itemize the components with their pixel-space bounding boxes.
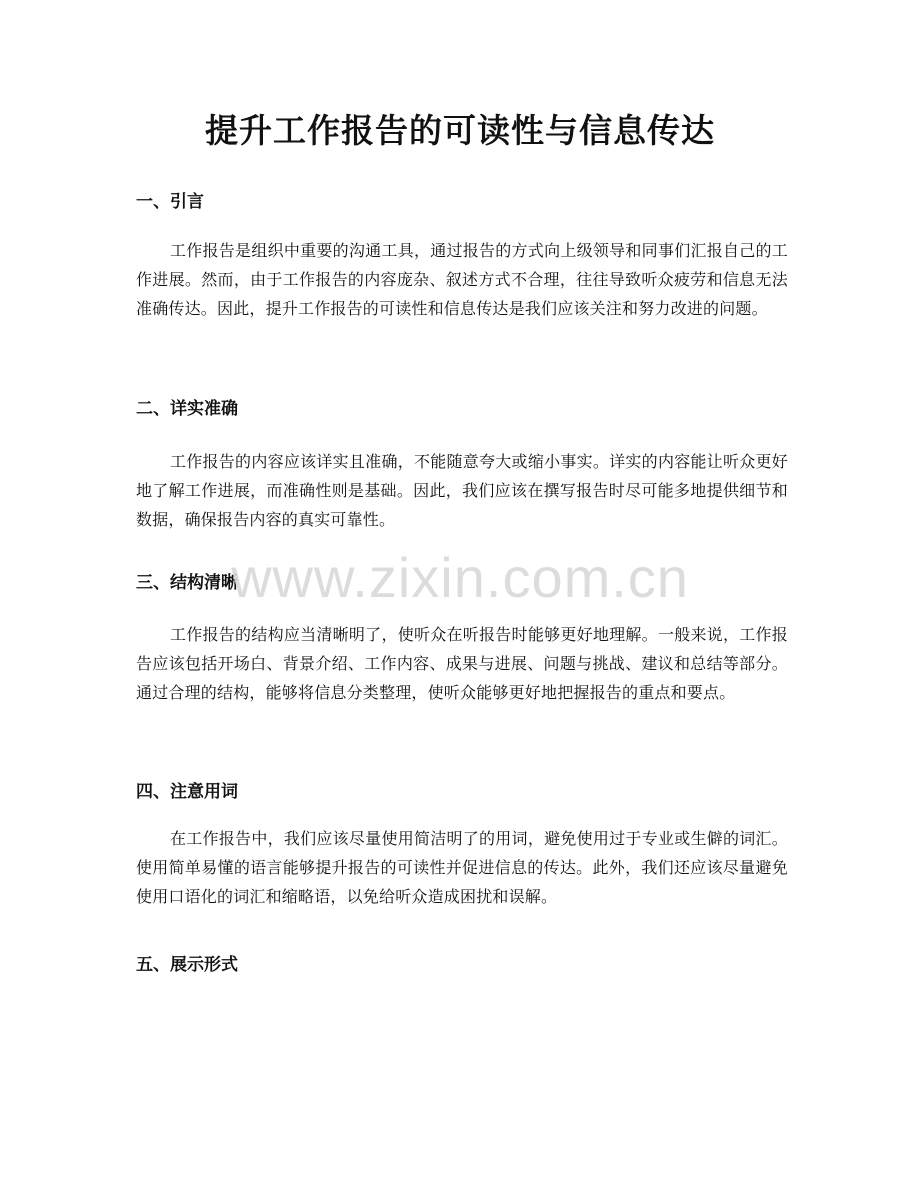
section-body-wording: 在工作报告中，我们应该尽量使用简洁明了的用词，避免使用过于专业或生僻的词汇。使用简单易懂的语言能够提升报告的可读性并促进信息的传达。此外，我们还应该尽量避免使用口语化的词汇和缩略语，以免给听众造成困扰和误解。 bbox=[136, 829, 788, 906]
watermark: www.zixin.com.cn bbox=[231, 546, 689, 609]
section-body-accuracy: 工作报告的内容应该详实且准确，不能随意夸大或缩小事实。详实的内容能让听众更好地了解工作进展，而准确性则是基础。因此，我们应该在撰写报告时尽可能多地提供细节和数据，确保报告内容的真实可靠性。 bbox=[136, 452, 788, 529]
section-heading-wording: 四、注意用词 bbox=[136, 782, 238, 802]
section-heading-accuracy: 二、详实准确 bbox=[136, 399, 238, 419]
document-title: 提升工作报告的可读性与信息传达 bbox=[205, 111, 715, 150]
section-heading-introduction: 一、引言 bbox=[136, 192, 204, 212]
section-heading-structure: 三、结构清晰 bbox=[136, 573, 238, 593]
section-body-structure: 工作报告的结构应当清晰明了，使听众在听报告时能够更好地理解。一般来说，工作报告应该包括开场白、背景介绍、工作内容、成果与进展、问题与挑战、建议和总结等部分。通过合理的结构，能够将信息分类整理，使听众能够更好地把握报告的重点和要点。 bbox=[136, 625, 788, 702]
section-heading-presentation: 五、展示形式 bbox=[136, 955, 238, 975]
section-body-introduction: 工作报告是组织中重要的沟通工具，通过报告的方式向上级领导和同事们汇报自己的工作进展。然而，由于工作报告的内容庞杂、叙述方式不合理，往往导致听众疲劳和信息无法准确传达。因此，提升工作报告的可读性和信息传达是我们应该关注和努力改进的问题。 bbox=[136, 241, 788, 318]
